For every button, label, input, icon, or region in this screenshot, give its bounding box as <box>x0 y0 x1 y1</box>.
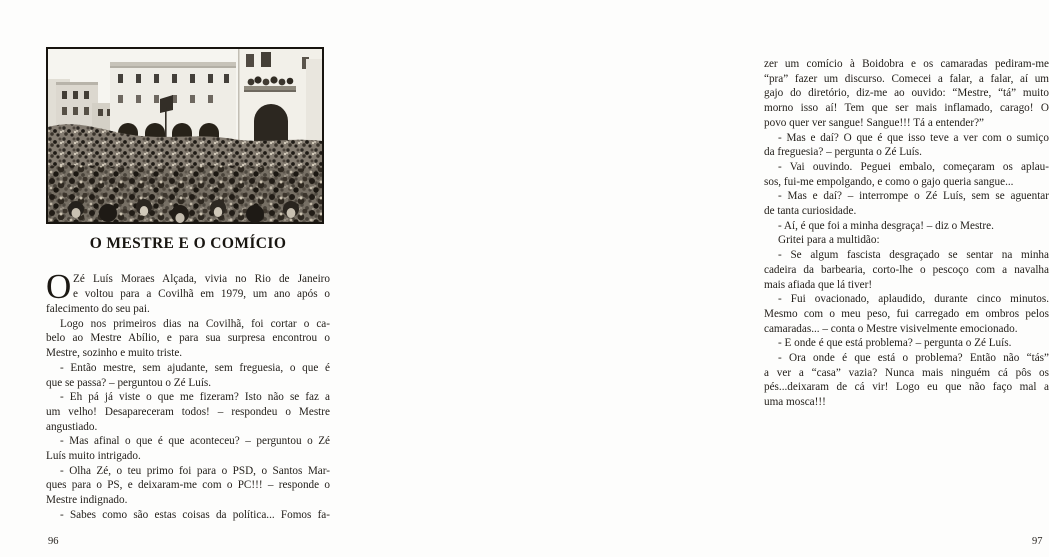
text-line: belo ao Mestre Abílio, e para sua surpresa encontrou o <box>46 332 330 345</box>
text-line: falecimento do seu pai. <box>46 303 150 315</box>
left-page-text <box>46 267 330 523</box>
right-page-text <box>764 57 1049 410</box>
text-line: Gritei para a multidão: <box>778 234 880 247</box>
text-line: angustiado. <box>46 420 98 433</box>
text-line: da freguesia? – pergunta o Zé Luís. <box>764 146 922 159</box>
chapter-title: O MESTRE E O COMÍCIO <box>89 235 287 252</box>
text-line: - Ora onde é que está o problema? Então não “tás” <box>778 352 1049 365</box>
text-line: morno isso aí! Tem que ser mais inflamado, carago! O <box>764 102 1049 115</box>
text-line: mais afiada que lá tiver! <box>764 278 873 291</box>
drop-cap: O <box>46 267 72 306</box>
text-line: camaradas... – conta o Mestre visivelmente emocionado. <box>764 322 1018 335</box>
text-line: - Eh pá já viste o que me fizeram? Isto não se faz a <box>60 391 330 404</box>
text-line: um velho! Desapareceram todos! – respondeu o Mestre <box>46 405 330 418</box>
text-line: - Fui ovacionado, aplaudido, durante cinco minutos. <box>778 293 1049 306</box>
text-line: sos, fui-me empolgando, e como o gajo queria sangue... <box>764 175 1014 188</box>
text-line: Mestre, sozinho e muito triste. <box>46 347 183 360</box>
text-line: de tanta curiosidade. <box>764 205 857 218</box>
left-page <box>0 0 372 557</box>
text-line: zer um comício à Boidobra e os camaradas pediram-me <box>764 58 1049 70</box>
text-line: - Mas e daí? O que é que isso teve a ver com o sumiço <box>778 131 1049 144</box>
text-line: que se passa? – perguntou o Zé Luís. <box>46 376 212 389</box>
opening-paragraph <box>46 267 330 306</box>
text-line: - Se algum fascista desgraçado se sentar na minha <box>778 249 1049 262</box>
rally-crowd-photo <box>46 47 324 224</box>
text-line: “pra” fazer um discurso. Comecei a falar, a falar, aí um <box>764 72 1049 85</box>
text-line: uma mosca!!! <box>764 396 826 409</box>
rally-photo-illustration <box>48 49 322 222</box>
text-line: cadeira da barbearia, corto-lhe o pescoço com a navalha <box>764 263 1049 276</box>
text-line: ques para o PS, e deixaram-me com o PC!!! – responde o <box>46 479 330 492</box>
text-line: Mesmo com o meu peso, fui carregado em ombros pelos <box>764 307 1049 320</box>
text-line: Zé Luís Moraes Alçada, vivia no Rio de Janeiro <box>73 273 330 285</box>
text-line: Luís muito intrigado. <box>46 450 141 463</box>
text-line: - Mas afinal o que é que aconteceu? – perguntou o Zé <box>60 435 330 448</box>
text-line: Logo nos primeiros dias na Covilhã, foi cortar o ca- <box>60 317 330 330</box>
right-page <box>372 0 1049 557</box>
text-line: - Olha Zé, o teu primo foi para o PSD, o Santos Mar- <box>60 464 330 477</box>
page-number-left: 96 <box>48 536 59 547</box>
text-line: - Aí, é que foi a minha desgraça! – diz o Mestre. <box>778 219 994 232</box>
text-line: - E onde é que está problema? – pergunta o Zé Luís. <box>778 337 1012 350</box>
text-line: Mestre indignado. <box>46 494 128 507</box>
photo-right-building <box>238 49 322 153</box>
text-line: - Sabes como são estas coisas da política... Fomos fa- <box>60 508 330 521</box>
text-line: povo quer ver sangue! Sangue!!! Tá a entender?” <box>764 116 985 129</box>
text-line: - Vai ouvindo. Peguei embalo, começaram os aplau- <box>778 160 1049 173</box>
text-line: - Mas e daí? – interrompe o Zé Luís, sem se aguentar <box>778 190 1049 203</box>
text-line: a ver a “casa” vazia? Nunca mais ninguém cá pôs os <box>764 366 1049 379</box>
text-line: pés...deixaram de cá vir! Logo eu que não faço mal a <box>764 381 1049 394</box>
text-line: gajo do diretório, diz-me ao ouvido: “Mestre, “tá” muito <box>764 87 1049 100</box>
text-line: - Então mestre, sem ajudante, sem freguesia, o que é <box>60 361 330 374</box>
text-line: e voltou para a Covilhã em 1979, um ano após o <box>73 287 330 300</box>
page-number-right: 97 <box>1032 536 1043 547</box>
